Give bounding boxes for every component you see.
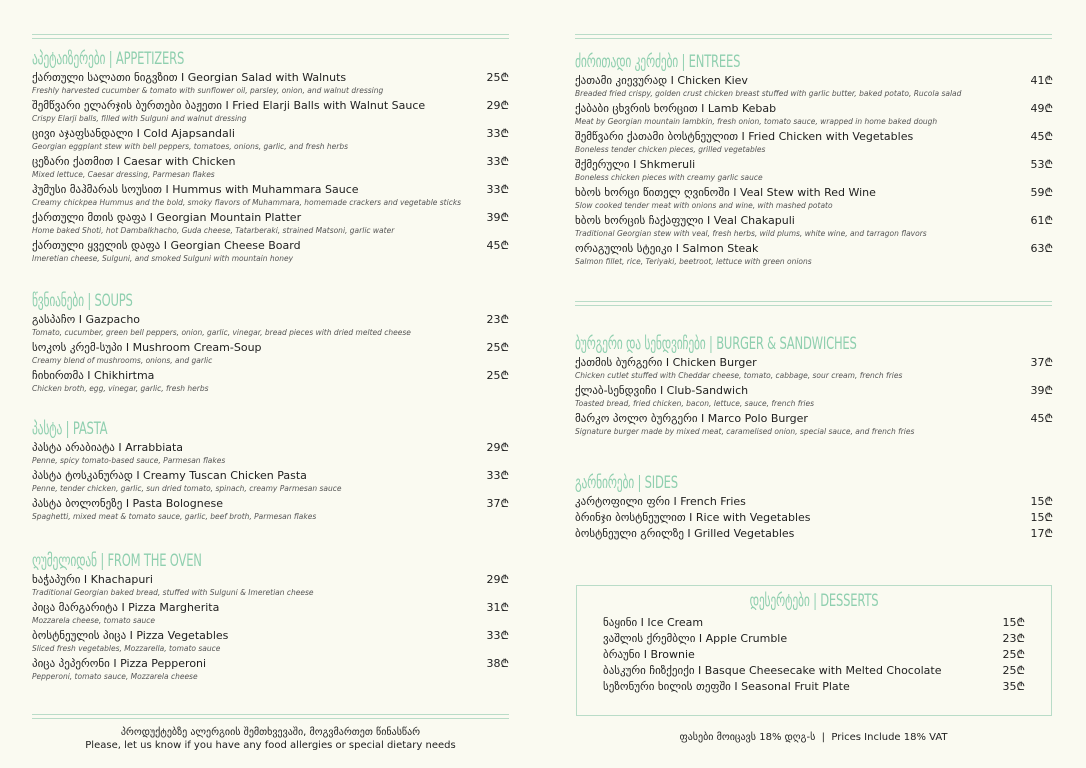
item-price: 25₾ xyxy=(486,369,509,382)
item-price: 59₾ xyxy=(1030,186,1053,199)
item-price: 33₾ xyxy=(486,183,509,196)
section-entrees xyxy=(575,52,1053,270)
menu-item xyxy=(575,158,1053,184)
item-description: Signature burger made by mixed meat, caramelised onion, special sauce, and french fries xyxy=(575,427,915,436)
item-description: Mozzarela cheese, tomato sauce xyxy=(32,616,156,625)
menu-item xyxy=(575,74,1053,100)
item-price: 33₾ xyxy=(486,469,509,482)
item-description: Crispy Elarji balls, filled with Sulguni and walnut dressing xyxy=(32,114,247,123)
item-price: 23₾ xyxy=(486,313,509,326)
item-name: ქართული ყველის დაფა I Georgian Cheese Board xyxy=(32,239,301,252)
item-price: 29₾ xyxy=(486,573,509,586)
item-price: 25₾ xyxy=(486,341,509,354)
item-price: 45₾ xyxy=(1030,412,1053,425)
menu-item xyxy=(603,664,1025,680)
item-name: ქლაბ-სენდვიჩი I Club-Sandwich xyxy=(575,384,749,397)
menu-item xyxy=(575,130,1053,156)
section-burgers-sandwiches xyxy=(575,334,1053,440)
item-price: 33₾ xyxy=(486,155,509,168)
menu-item xyxy=(575,511,1053,527)
item-name: ვაშლის ქრემბლი I Apple Crumble xyxy=(603,632,788,645)
section-appetizers xyxy=(32,49,509,267)
menu-item xyxy=(32,469,509,495)
menu-item xyxy=(32,629,509,655)
menu-item xyxy=(32,573,509,599)
menu-item xyxy=(575,495,1053,511)
item-description: Georgian eggplant stew with bell peppers, tomatoes, onions, garlic, and fresh herbs xyxy=(32,142,348,151)
item-name: გასპაჩო I Gazpacho xyxy=(32,313,141,326)
item-name: ბრაუნი I Brownie xyxy=(603,648,695,661)
section-heading: დესერტები | DESSERTS xyxy=(749,591,879,611)
item-name: ჩიხირთმა I Chikhirtma xyxy=(32,369,155,382)
item-price: 15₾ xyxy=(1002,616,1025,629)
item-price: 39₾ xyxy=(486,211,509,224)
item-price: 17₾ xyxy=(1030,527,1053,540)
item-price: 61₾ xyxy=(1030,214,1053,227)
item-name: ქაბაბი ცხვრის ხორცით I Lamb Kebab xyxy=(575,102,777,115)
item-price: 29₾ xyxy=(486,99,509,112)
menu-item xyxy=(32,657,509,683)
entrees-divider xyxy=(575,301,1052,306)
item-description: Boneless chicken pieces with creamy garlic sauce xyxy=(575,173,763,182)
item-description: Imeretian cheese, Sulguni, and smoked Sulguni with mountain honey xyxy=(32,254,294,263)
item-description: Slow cooked tender meat with onions and wine, with mashed potato xyxy=(575,201,833,210)
item-description: Toasted bread, fried chicken, bacon, lettuce, sauce, french fries xyxy=(575,399,815,408)
section-heading: პასტა | PASTA xyxy=(32,419,108,439)
section-heading: აპეტაიზერები | APPETIZERS xyxy=(32,49,185,69)
item-name: შქმერული I Shkmeruli xyxy=(575,158,696,171)
item-name: ცეზარი ქათმით I Caesar with Chicken xyxy=(32,155,236,168)
vat-note: ფასები მოიცავს 18% დღგ-ს | Prices Include 18% VAT xyxy=(679,732,948,743)
allergy-note xyxy=(32,726,509,752)
item-description: Boneless tender chicken pieces, grilled vegetables xyxy=(575,145,766,154)
menu-item xyxy=(32,369,509,395)
allergy-note-georgian: პროდუქტებზე ალერგიის შემთხვევაში, მოგვმართეთ წინასწარ xyxy=(120,727,421,738)
item-description: Penne, spicy tomato-based sauce, Parmesan flakes xyxy=(32,456,226,465)
item-price: 23₾ xyxy=(1002,632,1025,645)
section-heading: ბურგერი და სენდვიჩები | BURGER & SANDWICHES xyxy=(575,334,857,354)
item-name: ბოსტნეულის პიცა I Pizza Vegetables xyxy=(32,629,229,642)
item-name: ხაჭაპური I Khachapuri xyxy=(32,573,153,586)
menu-item xyxy=(575,527,1053,543)
item-price: 15₾ xyxy=(1030,511,1053,524)
item-price: 31₾ xyxy=(486,601,509,614)
section-heading: გარნირები | SIDES xyxy=(575,473,678,493)
item-name: ქართული მთის დაფა I Georgian Mountain Platter xyxy=(32,211,302,224)
item-name: სეზონური ხილის თეფში I Seasonal Fruit Plate xyxy=(603,680,850,693)
top-divider-right xyxy=(575,34,1052,39)
menu-item xyxy=(603,648,1025,664)
item-description: Mixed lettuce, Caesar dressing, Parmesan flakes xyxy=(32,170,215,179)
section-soups xyxy=(32,291,509,397)
menu-item xyxy=(32,183,509,209)
menu-item xyxy=(32,211,509,237)
section-heading: წვნიანები | SOUPS xyxy=(32,291,133,311)
section-heading: ძირითადი კერძები | ENTREES xyxy=(575,52,741,72)
item-description: Spaghetti, mixed meat & tomato sauce, garlic, beef broth, Parmesan flakes xyxy=(32,512,317,521)
menu-item xyxy=(32,71,509,97)
section-from-the-oven xyxy=(32,551,509,685)
item-price: 25₾ xyxy=(1002,664,1025,677)
allergy-note-english: Please, let us know if you have any food allergies or special dietary needs xyxy=(85,740,456,751)
item-price: 25₾ xyxy=(1002,648,1025,661)
item-name: პასტა ტოსკანურად I Creamy Tuscan Chicken Pasta xyxy=(32,469,307,482)
item-description: Tomato, cucumber, green bell peppers, onion, garlic, vinegar, bread pieces with dried melted cheese xyxy=(32,328,411,337)
item-description: Home baked Shoti, hot Dambalkhacho, Guda cheese, Tatarberaki, strained Matsoni, garlic water xyxy=(32,226,395,235)
item-description: Breaded fried crispy, golden crust chicken breast stuffed with garlic butter, baked potato, Rucola salad xyxy=(575,89,962,98)
menu-item xyxy=(575,384,1053,410)
item-name: ბოსტნეული გრილზე I Grilled Vegetables xyxy=(575,527,795,540)
item-description: Creamy chickpea Hummus and the bold, smoky flavors of Muhammara, homemade crackers and vegetable sticks xyxy=(32,198,462,207)
item-name: ხბოს ხორცის ჩაქაფული I Veal Chakapuli xyxy=(575,214,795,227)
item-name: მარკო პოლო ბურგერი I Marco Polo Burger xyxy=(575,412,808,425)
item-description: Traditional Georgian baked bread, stuffed with Sulguni & Imeretian cheese xyxy=(32,588,314,597)
item-name: პიცა პეპერონი I Pizza Pepperoni xyxy=(32,657,207,670)
menu-item xyxy=(575,214,1053,240)
item-description: Chicken cutlet stuffed with Cheddar cheese, tomato, cabbage, sour cream, french fries xyxy=(575,371,903,380)
item-name: ჰუმუსი მაჰმარას სოუსით I Hummus with Muhammara Sauce xyxy=(32,183,359,196)
item-description: Traditional Georgian stew with veal, fresh herbs, wild plums, white wine, and tarragon flavors xyxy=(575,229,927,238)
item-price: 33₾ xyxy=(486,629,509,642)
item-price: 39₾ xyxy=(1030,384,1053,397)
menu-item xyxy=(603,680,1025,696)
item-price: 37₾ xyxy=(1030,356,1053,369)
item-price: 33₾ xyxy=(486,127,509,140)
item-name: შემწვარი ელარჯის ბურთები ბაჟეთი I Fried Elarji Balls with Walnut Sauce xyxy=(32,99,426,112)
menu-item xyxy=(32,127,509,153)
top-divider-left xyxy=(32,34,509,39)
item-description: Freshly harvested cucumber & tomato with sunflower oil, parsley, onion, and walnut dressing xyxy=(32,86,384,95)
menu-item xyxy=(575,186,1053,212)
menu-item xyxy=(32,239,509,265)
item-name: ნაყინი I Ice Cream xyxy=(603,616,704,629)
item-name: ბასკური ჩიზქეიქი I Basque Cheesecake with Melted Chocolate xyxy=(603,664,942,677)
menu-item xyxy=(32,341,509,367)
section-pasta xyxy=(32,419,509,525)
menu-item xyxy=(575,356,1053,382)
item-name: ქართული სალათი ნიგვზით I Georgian Salad with Walnuts xyxy=(32,71,347,84)
item-name: პასტა არაბიატა I Arrabbiata xyxy=(32,441,184,454)
menu-item xyxy=(575,242,1053,268)
item-name: ხბოს ხორცი წითელ ღვინოში I Veal Stew with Red Wine xyxy=(575,186,876,199)
item-description: Salmon fillet, rice, Teriyaki, beetroot, lettuce with green onions xyxy=(575,257,812,266)
item-price: 37₾ xyxy=(486,497,509,510)
item-name: სოკოს კრემ-სუპი I Mushroom Cream-Soup xyxy=(32,341,262,354)
menu-item xyxy=(32,497,509,523)
item-name: ბრინჯი ბოსტნეულით I Rice with Vegetables xyxy=(575,511,811,524)
item-price: 38₾ xyxy=(486,657,509,670)
item-price: 49₾ xyxy=(1030,102,1053,115)
item-price: 63₾ xyxy=(1030,242,1053,255)
menu-item xyxy=(575,412,1053,438)
item-price: 53₾ xyxy=(1030,158,1053,171)
item-name: ორაგულის სტეიკი I Salmon Steak xyxy=(575,242,759,255)
item-description: Pepperoni, tomato sauce, Mozzarela cheese xyxy=(32,672,198,681)
section-heading: ღუმელიდან | FROM THE OVEN xyxy=(32,551,202,571)
menu-item xyxy=(603,616,1025,632)
item-price: 45₾ xyxy=(1030,130,1053,143)
item-name: შემწვარი ქათამი ბოსტნეულით I Fried Chicken with Vegetables xyxy=(575,130,914,143)
item-price: 29₾ xyxy=(486,441,509,454)
section-sides xyxy=(575,473,1053,543)
item-name: ცივი აჯაფსანდალი I Cold Ajapsandali xyxy=(32,127,235,140)
item-name: პასტა ბოლონეზე I Pasta Bolognese xyxy=(32,497,224,510)
item-price: 15₾ xyxy=(1030,495,1053,508)
item-name: ქათამი კიევურად I Chicken Kiev xyxy=(575,74,748,87)
item-description: Meat by Georgian mountain lambkin, fresh onion, tomato sauce, wrapped in home baked dough xyxy=(575,117,938,126)
menu-item xyxy=(32,99,509,125)
item-name: პიცა მარგარიტა I Pizza Margherita xyxy=(32,601,220,614)
item-description: Chicken broth, egg, vinegar, garlic, fresh herbs xyxy=(32,384,209,393)
item-description: Penne, tender chicken, garlic, sun dried tomato, spinach, creamy Parmesan sauce xyxy=(32,484,342,493)
menu-item xyxy=(32,441,509,467)
menu-item xyxy=(603,632,1025,648)
section-desserts xyxy=(603,591,1025,696)
item-description: Creamy blend of mushrooms, onions, and garlic xyxy=(32,356,213,365)
menu-item xyxy=(32,601,509,627)
item-price: 35₾ xyxy=(1002,680,1025,693)
item-price: 25₾ xyxy=(486,71,509,84)
item-name: ქათმის ბურგერი I Chicken Burger xyxy=(575,356,757,369)
menu-item xyxy=(32,155,509,181)
item-name: კარტოფილი ფრი I French Fries xyxy=(575,495,746,508)
menu-item xyxy=(575,102,1053,128)
item-price: 45₾ xyxy=(486,239,509,252)
menu-item xyxy=(32,313,509,339)
item-description: Sliced fresh vegetables, Mozzarella, tomato sauce xyxy=(32,644,221,653)
bottom-divider-left xyxy=(32,714,509,719)
item-price: 41₾ xyxy=(1030,74,1053,87)
